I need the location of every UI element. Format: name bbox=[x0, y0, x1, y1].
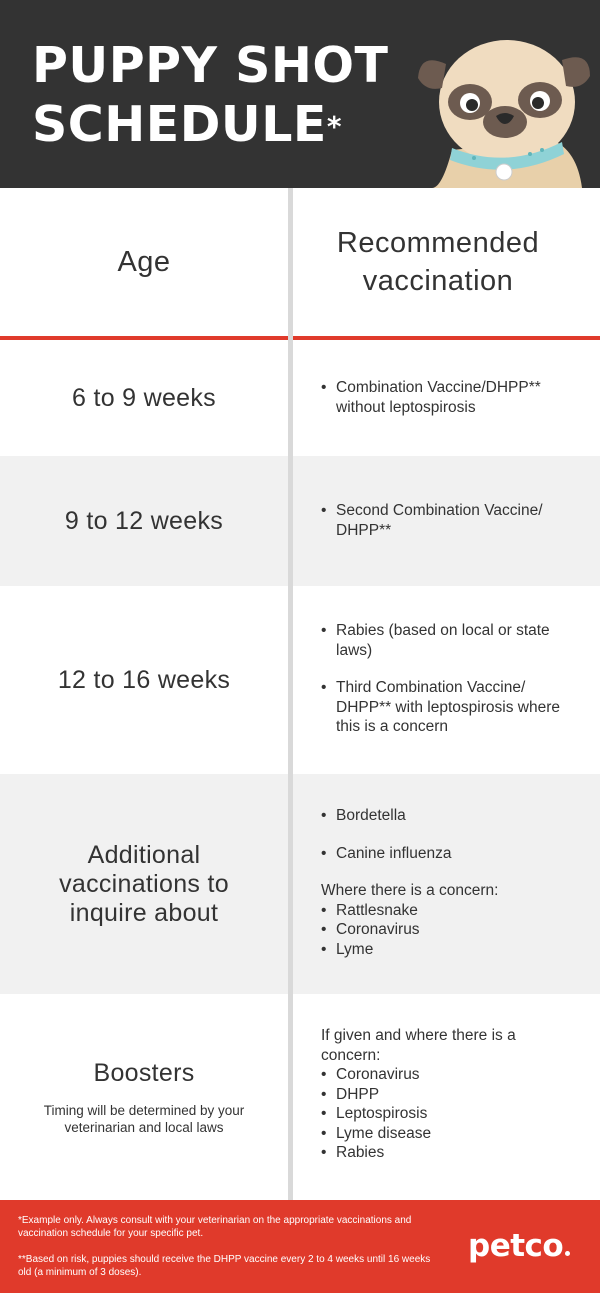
table-row bbox=[0, 994, 600, 1200]
footer-banner bbox=[0, 1200, 600, 1293]
column-divider bbox=[288, 188, 293, 1200]
age-label: 12 to 16 weeks bbox=[57, 665, 231, 694]
petco-logo-text: petco bbox=[468, 1228, 564, 1264]
vaccination-cell bbox=[293, 774, 583, 994]
age-cell bbox=[0, 586, 288, 774]
footnote-dhpp-risk: **Based on risk, puppies should receive the DHPP vaccine every 2 to 4 weeks until 16 weeks old (a minimum of 3 doses). bbox=[18, 1254, 431, 1278]
title-line-2-text: SCHEDULE bbox=[32, 96, 327, 153]
list-item: • Coronavirus bbox=[321, 920, 571, 940]
petco-logo bbox=[468, 1228, 570, 1264]
vaccination-column-header bbox=[293, 188, 583, 336]
concern-label: If given and where there is a concern: bbox=[321, 1027, 516, 1064]
title-line-1: PUPPY SHOT bbox=[32, 37, 389, 94]
table-row bbox=[0, 774, 600, 994]
vaccine-list bbox=[321, 1026, 561, 1163]
age-label: Boosters bbox=[93, 1058, 195, 1087]
age-cell bbox=[0, 340, 288, 456]
list-item: • Lyme disease bbox=[321, 1124, 561, 1144]
list-item: • Rattlesnake bbox=[321, 901, 571, 921]
vaccine-list bbox=[321, 501, 583, 540]
vaccine-list bbox=[321, 621, 561, 737]
age-cell bbox=[0, 774, 288, 994]
vaccination-cell bbox=[293, 340, 583, 456]
title-asterisk: * bbox=[326, 110, 343, 143]
list-item: • Rabies (based on local or state laws) bbox=[321, 621, 561, 660]
vaccination-table bbox=[0, 188, 600, 1200]
list-item: • Second Combination Vaccine/ DHPP** bbox=[321, 501, 583, 540]
table-row bbox=[0, 586, 600, 774]
age-header-label: Age bbox=[117, 245, 171, 278]
age-label: Additional vaccinations to inquire about bbox=[59, 840, 229, 927]
table-header-row bbox=[0, 188, 600, 336]
list-item: • Third Combination Vaccine/ DHPP** with leptospirosis where this is a concern bbox=[321, 678, 561, 737]
vaccination-cell bbox=[293, 994, 583, 1200]
age-label: 6 to 9 weeks bbox=[72, 383, 216, 412]
list-item: • Leptospirosis bbox=[321, 1104, 561, 1124]
vaccine-list bbox=[321, 378, 576, 417]
list-item: • Bordetella bbox=[321, 806, 571, 826]
age-cell bbox=[0, 994, 288, 1200]
table-row bbox=[0, 456, 600, 586]
list-item: • Canine influenza bbox=[321, 844, 571, 864]
concern-label: Where there is a concern: bbox=[321, 882, 499, 899]
table-row bbox=[0, 340, 600, 456]
list-item: • DHPP bbox=[321, 1085, 561, 1105]
age-note: Timing will be determined by your veterinarian and local laws bbox=[43, 1102, 245, 1135]
title-line-2 bbox=[32, 95, 388, 154]
page-title bbox=[32, 36, 388, 154]
vaccination-cell bbox=[293, 456, 583, 586]
vaccination-cell bbox=[293, 586, 583, 774]
vaccination-header-label: Recommended vaccination bbox=[336, 227, 540, 297]
age-column-header bbox=[0, 188, 288, 336]
list-item: • Lyme bbox=[321, 940, 571, 960]
list-item: • Rabies bbox=[321, 1143, 561, 1163]
age-cell bbox=[0, 456, 288, 586]
vaccine-list bbox=[321, 806, 571, 959]
list-item: • Combination Vaccine/DHPP** without leptospirosis bbox=[321, 378, 576, 417]
list-item: • Coronavirus bbox=[321, 1065, 561, 1085]
footnote-example-only: *Example only. Always consult with your veterinarian on the appropriate vaccinations and vaccination schedule for your specific pet. bbox=[18, 1215, 412, 1239]
pug-puppy-icon bbox=[412, 30, 592, 188]
age-label: 9 to 12 weeks bbox=[64, 506, 224, 535]
header-banner bbox=[0, 0, 600, 188]
